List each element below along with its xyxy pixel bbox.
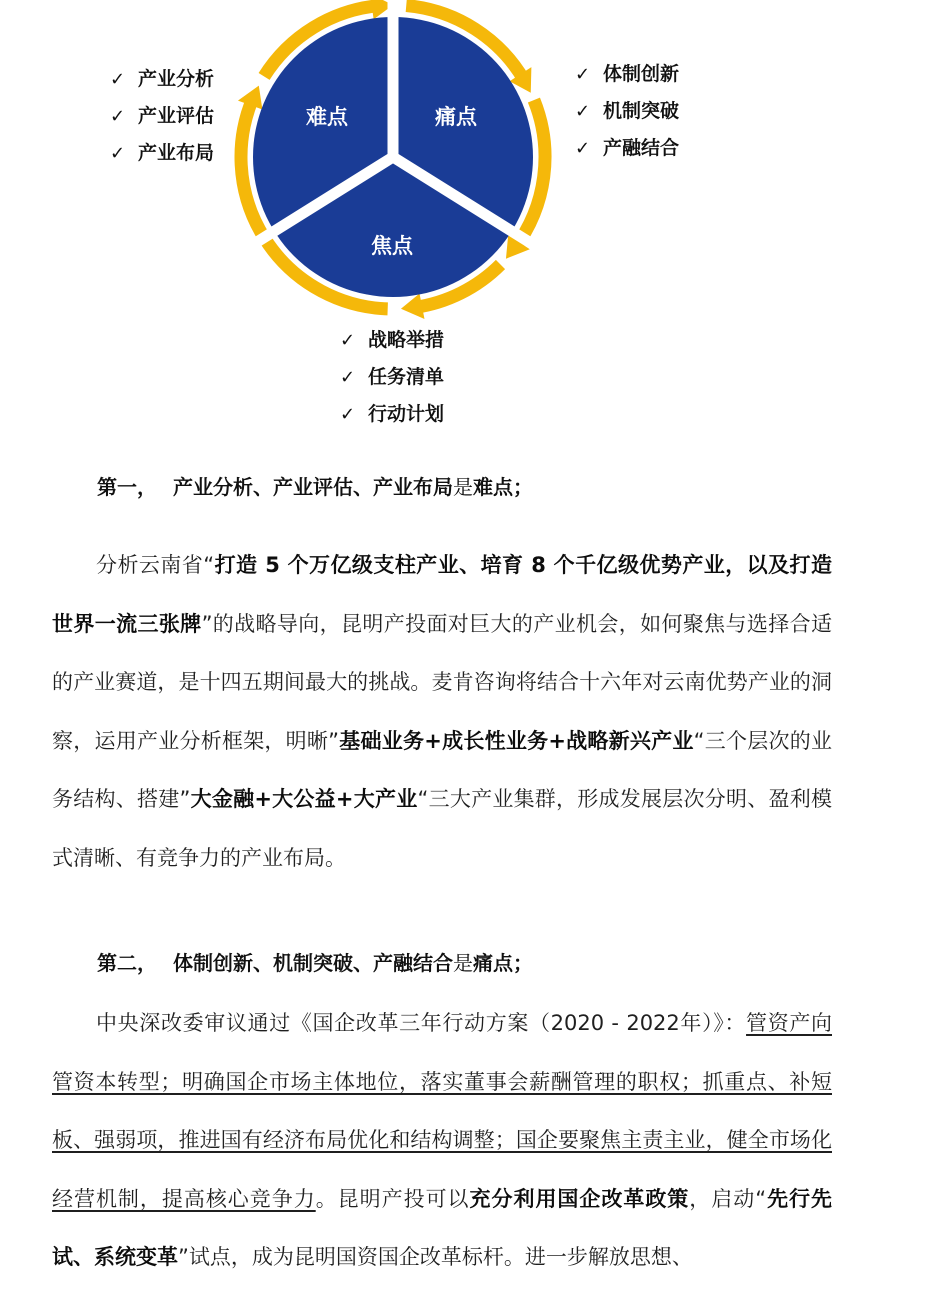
checklist-item: ✓ 机制突破 [575, 93, 679, 130]
segment-label-pain: 痛点 [435, 105, 477, 129]
check-icon: ✓ [575, 101, 591, 122]
segment-label-difficulty: 难点 [306, 105, 348, 129]
focus-checklist [340, 322, 444, 433]
difficulty-checklist [110, 61, 214, 172]
checklist-item: ✓ 产业分析 [110, 61, 214, 98]
checklist-item: ✓ 产业评估 [110, 98, 214, 135]
check-icon: ✓ [340, 404, 356, 425]
check-icon: ✓ [110, 106, 126, 127]
section2-heading: 第二， 体制创新、机制突破、产融结合是痛点； [97, 951, 533, 975]
check-icon: ✓ [575, 138, 591, 159]
check-icon: ✓ [110, 69, 126, 90]
checklist-item: ✓ 产业布局 [110, 135, 214, 172]
checklist-item: ✓ 任务清单 [340, 359, 444, 396]
checklist-item: ✓ 行动计划 [340, 396, 444, 433]
section1-heading: 第一， 产业分析、产业评估、产业布局是难点； [97, 475, 533, 499]
pain-point-diagram [0, 0, 930, 440]
check-icon: ✓ [110, 143, 126, 164]
check-icon: ✓ [340, 330, 356, 351]
section1-paragraph: 分析云南省“打造 5 个万亿级支柱产业、培育 8 个千亿级优势产业，以及打造世界一流三张牌”的战略导向，昆明产投面对巨大的产业机会，如何聚焦与选择合适的产业赛道，是十四五期间最大的挑战。麦肯咨询将结合十六年对云南优势产业的洞察，运用产业分析框架，明晰”基础业务+成长性业务+战略新兴产业“三个层次的业务结构、搭建”大金融+大公益+大产业“三大产业集群，形成发展层次分明、盈利模式清晰、有竞争力的产业布局。 [52, 553, 832, 870]
check-icon: ✓ [340, 367, 356, 388]
segment-label-focus: 焦点 [371, 234, 413, 258]
document-body [0, 456, 930, 1287]
check-icon: ✓ [575, 64, 591, 85]
policy-summary-underlined: 管资产向管资本转型；明确国企市场主体地位，落实董事会薪酬管理的职权；抓重点、补短板、强弱项，推进国有经济布局优化和结构调整；国企要聚焦主责主业，健全市场化经营机制，提高核心竞争力 [52, 1011, 832, 1211]
checklist-item: ✓ 战略举措 [340, 322, 444, 359]
ring-arrowhead-4 [401, 293, 425, 319]
section2-paragraph: 中央深改委审议通过《国企改革三年行动方案（2020 - 2022年）》：管资产向管资本转型；明确国企市场主体地位，落实董事会薪酬管理的职权；抓重点、补短板、强弱项，推进国有经济布局优化和结构调整；国企要聚焦主责主业，健全市场化经营机制，提高核心竞争力。昆明产投可以充分利用国企改革政策，启动“先行先试、系统变革”试点，成为昆明国资国企改革标杆。进一步解放思想、 [52, 1011, 833, 1269]
pain-checklist [575, 56, 679, 167]
checklist-item: ✓ 产融结合 [575, 130, 679, 167]
checklist-item: ✓ 体制创新 [575, 56, 679, 93]
